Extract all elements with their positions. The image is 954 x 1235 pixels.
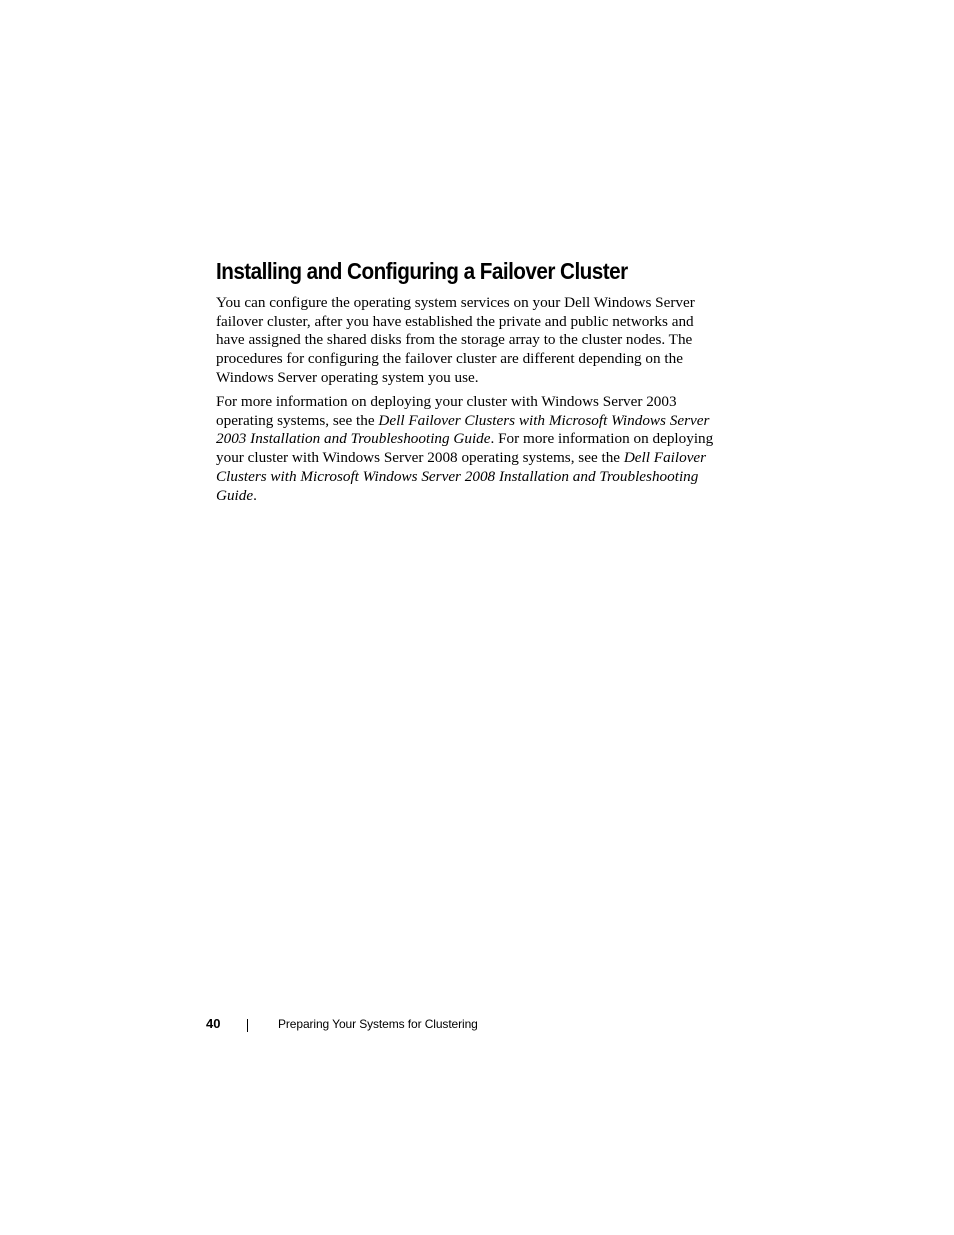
guide-title-2003: Dell Failover Clusters with Microsoft Windows Server 2003 Installation and Troubleshooting Guide [216,411,710,448]
intro-paragraph: You can configure the operating system services on your Dell Windows Server failover cluster, after you have established the private and public networks and have assigned the shared disks from the storage array to the cluster nodes. The procedures for configuring the failover cluster are different depending on the Windows Server operating system you use. [216,294,695,386]
chapter-title: Preparing Your Systems for Clustering [278,1017,478,1031]
section-heading: Installing and Configuring a Failover Cluster [216,258,628,284]
guide-title-2008: Dell Failover Clusters with Microsoft Windows Server 2008 Installation and Troubleshooting Guide [216,449,707,504]
page-number: 40 [206,1016,221,1031]
page-footer [0,1015,954,1035]
reference-text-1: For more information on deploying your cluster with Windows Server 2003 operating systems, see the [216,393,677,429]
reference-paragraph [216,393,716,505]
reference-text-2: . For more information on deploying your cluster with Windows Server 2008 operating systems, see the [216,430,714,467]
footer-divider [247,1019,248,1032]
reference-text-3: . [253,486,257,504]
